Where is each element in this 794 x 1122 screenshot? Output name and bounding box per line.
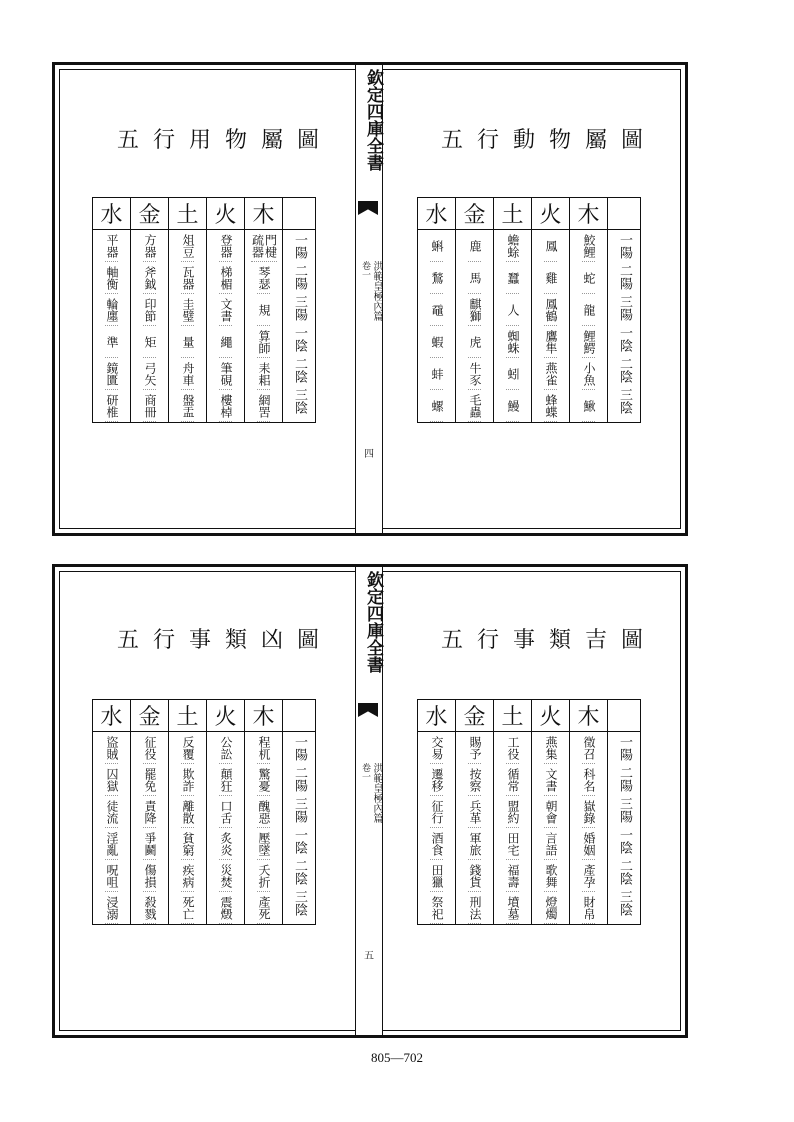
table-cell: 災焚: [219, 860, 232, 892]
left-page-title: 五行事類凶圖: [117, 628, 334, 653]
table-cell: 賜予: [468, 732, 481, 764]
yin-yang-column: [283, 230, 316, 423]
row-label: 二陽: [617, 263, 632, 290]
row-label: 一陰: [292, 325, 307, 352]
row-label: 二陰: [617, 858, 632, 885]
phase-column: [418, 732, 456, 925]
table-cell: 疾病: [181, 860, 194, 892]
label-header: [283, 198, 316, 230]
phase-column: [418, 230, 456, 423]
table-cell: 軸衡: [105, 262, 118, 294]
phase-column: [532, 230, 570, 423]
phase-column: [169, 732, 207, 925]
phase-column: [494, 732, 532, 925]
table-cell: 產死: [257, 892, 270, 924]
phase-header: 水: [93, 198, 131, 230]
spine-book-title: 欽定四庫全書: [363, 69, 383, 171]
phase-header: 火: [532, 198, 570, 230]
table-cell: 準: [105, 326, 118, 358]
table-cell: 矩: [143, 326, 156, 358]
table-cell: 顛狂: [219, 764, 232, 796]
yin-yang-column: [283, 732, 316, 925]
phase-header: 土: [494, 198, 532, 230]
table-cell: 浸溺: [105, 892, 118, 924]
table-cell: 壓墜: [257, 828, 270, 860]
table-cell: 按察: [468, 764, 481, 796]
spine-volume: 卷一: [360, 261, 370, 279]
table-cell: 鯉鰐: [582, 326, 595, 358]
table-cell: 蜘蛛: [506, 326, 519, 358]
phase-column: [169, 230, 207, 423]
table-cell: 圭璧: [181, 294, 194, 326]
spine-page-number: 四: [364, 449, 374, 460]
table-cell: 錢貨: [468, 860, 481, 892]
right-page-title: 五行事類吉圖: [441, 628, 658, 653]
table-cell: 鷹隼: [544, 326, 557, 358]
phase-column: [456, 230, 494, 423]
table-cell: 炙炎: [219, 828, 232, 860]
table-cell: 科名: [582, 764, 595, 796]
phase-header: 水: [93, 700, 131, 732]
row-label: 三陰: [617, 889, 632, 916]
phase-header: 土: [169, 198, 207, 230]
phase-header: 金: [131, 700, 169, 732]
table-cell: 鏡匱: [105, 358, 118, 390]
row-label: 三陽: [292, 294, 307, 321]
table-cell: 雞: [544, 262, 557, 294]
table-cell: 呪咀: [105, 860, 118, 892]
table-cell: 瓦器: [181, 262, 194, 294]
table-cell: 墳墓: [506, 892, 519, 924]
table-cell: 登器: [219, 230, 232, 262]
phase-header: 金: [131, 198, 169, 230]
five-phase-table: [92, 699, 316, 925]
table-cell: 蛇: [582, 262, 595, 294]
spine-chapter: 洪範皇極內篇: [371, 763, 382, 823]
table-cell: 鶖: [430, 262, 443, 294]
table-cell: 征役: [143, 732, 156, 764]
table-cell: 欺詐: [181, 764, 194, 796]
table-cell: 樓棹: [219, 390, 232, 422]
table-cell: 責降: [143, 796, 156, 828]
table-cell: 征行: [430, 796, 443, 828]
table-cell: 祭祀: [430, 892, 443, 924]
table-cell: 麒獅: [468, 294, 481, 326]
table-cell: 量: [181, 326, 194, 358]
right-page-title: 五行動物屬圖: [441, 128, 658, 153]
yin-yang-column: [608, 230, 641, 423]
spine-page-number: 五: [364, 951, 374, 962]
row-label: 三陰: [292, 387, 307, 414]
table-cell: 歌舞: [544, 860, 557, 892]
phase-header: 土: [169, 700, 207, 732]
phase-column: [245, 230, 283, 423]
spine-chapter: 洪範皇極內篇: [371, 261, 382, 321]
five-phase-table: [92, 197, 316, 423]
table-cell: 囚獄: [105, 764, 118, 796]
fish-tail-mark: [358, 201, 378, 215]
table-cell: 反覆: [181, 732, 194, 764]
table-cell: 殺戮: [143, 892, 156, 924]
table-cell: 罷免: [143, 764, 156, 796]
page-footer: 805—702: [371, 1050, 423, 1065]
table-cell: 程杌: [257, 732, 270, 764]
center-spine: [355, 65, 383, 533]
center-spine: [355, 567, 383, 1035]
phase-header: 金: [456, 700, 494, 732]
table-cell: 鹿: [468, 230, 481, 262]
label-header: [608, 700, 641, 732]
table-cell: 文書: [544, 764, 557, 796]
table-cell: 輪廛: [105, 294, 118, 326]
five-phase-table: [417, 699, 641, 925]
row-label: 一陰: [292, 827, 307, 854]
table-cell: 口舌: [219, 796, 232, 828]
phase-column: [207, 230, 245, 423]
table-cell: 離散: [181, 796, 194, 828]
phase-header: 木: [570, 198, 608, 230]
table-cell: 軍旅: [468, 828, 481, 860]
row-label: 一陽: [617, 734, 632, 761]
table-cell: 蚓: [506, 358, 519, 390]
table-cell: 蟾蜍: [506, 230, 519, 262]
table-cell: 公訟: [219, 732, 232, 764]
table-cell: 徒流: [105, 796, 118, 828]
table-cell: 龍: [582, 294, 595, 326]
table-cell: 繩: [219, 326, 232, 358]
table-cell: 人: [506, 294, 519, 326]
table-cell: 爭鬬: [143, 828, 156, 860]
table-cell: 耒耜: [257, 358, 270, 390]
table-cell: 方器: [143, 230, 156, 262]
label-header: [608, 198, 641, 230]
spine-book-title: 欽定四庫全書: [363, 571, 383, 673]
table-cell: 朝會: [544, 796, 557, 828]
table-cell: 震燬: [219, 892, 232, 924]
table-cell: 黿: [430, 294, 443, 326]
bottom-page-spread: [52, 564, 688, 1038]
table-cell: 印節: [143, 294, 156, 326]
phase-header: 木: [570, 700, 608, 732]
phase-column: [93, 230, 131, 423]
row-label: 三陽: [617, 294, 632, 321]
phase-header: 水: [418, 700, 456, 732]
phase-header: 火: [207, 700, 245, 732]
left-page-title: 五行用物屬圖: [117, 128, 334, 153]
phase-header: 火: [532, 700, 570, 732]
row-label: 二陰: [617, 356, 632, 383]
row-label: 三陰: [292, 889, 307, 916]
table-cell: 兵革: [468, 796, 481, 828]
table-cell: 舟車: [181, 358, 194, 390]
row-label: 二陽: [292, 765, 307, 792]
table-cell: 蠶: [506, 262, 519, 294]
phase-column: [570, 732, 608, 925]
phase-column: [207, 732, 245, 925]
table-cell: 商冊: [143, 390, 156, 422]
table-cell: 研椎: [105, 390, 118, 422]
table-cell: 門楗疏器: [251, 230, 277, 262]
table-cell: 循常: [506, 764, 519, 796]
table-cell: 鰍: [582, 390, 595, 422]
table-cell: 規: [257, 294, 270, 326]
table-cell: 交易: [430, 732, 443, 764]
row-label: 一陰: [617, 827, 632, 854]
table-cell: 婚姻: [582, 828, 595, 860]
five-phase-table: [417, 197, 641, 423]
table-cell: 鮫鯉: [582, 230, 595, 262]
phase-column: [570, 230, 608, 423]
row-label: 三陽: [617, 796, 632, 823]
table-cell: 鳳: [544, 230, 557, 262]
table-cell: 徵召: [582, 732, 595, 764]
table-cell: 田宅: [506, 828, 519, 860]
table-cell: 酒食: [430, 828, 443, 860]
table-cell: 平器: [105, 230, 118, 262]
fish-tail-mark: [358, 703, 378, 717]
table-cell: 鳳鶴: [544, 294, 557, 326]
table-cell: 俎豆: [181, 230, 194, 262]
table-cell: 燈燭: [544, 892, 557, 924]
table-cell: 弓矢: [143, 358, 156, 390]
row-label: 三陽: [292, 796, 307, 823]
table-cell: 蚌: [430, 358, 443, 390]
table-cell: 小魚: [582, 358, 595, 390]
phase-header: 木: [245, 198, 283, 230]
row-label: 一陽: [292, 734, 307, 761]
table-cell: 蝌: [430, 230, 443, 262]
phase-column: [131, 732, 169, 925]
label-header: [283, 700, 316, 732]
phase-column: [456, 732, 494, 925]
spine-volume: 卷一: [360, 763, 370, 781]
row-label: 二陽: [292, 263, 307, 290]
table-cell: 毛蟲: [468, 390, 481, 422]
row-label: 三陰: [617, 387, 632, 414]
table-cell: 筆硯: [219, 358, 232, 390]
phase-header: 火: [207, 198, 245, 230]
phase-header: 金: [456, 198, 494, 230]
table-cell: 產孕: [582, 860, 595, 892]
yin-yang-column: [608, 732, 641, 925]
table-cell: 貧窮: [181, 828, 194, 860]
table-cell: 死亡: [181, 892, 194, 924]
table-cell: 蜂蝶: [544, 390, 557, 422]
row-label: 二陰: [292, 356, 307, 383]
table-cell: 嶽錄: [582, 796, 595, 828]
phase-header: 木: [245, 700, 283, 732]
table-cell: 傷損: [143, 860, 156, 892]
top-page-spread: [52, 62, 688, 536]
table-cell: 福壽: [506, 860, 519, 892]
row-label: 二陽: [617, 765, 632, 792]
table-cell: 斧鉞: [143, 262, 156, 294]
table-cell: 盜賊: [105, 732, 118, 764]
table-cell: 螺: [430, 390, 443, 422]
row-label: 一陽: [617, 232, 632, 259]
table-cell: 琴瑟: [257, 262, 270, 294]
table-cell: 文書: [219, 294, 232, 326]
table-cell: 盟約: [506, 796, 519, 828]
table-cell: 牛豕: [468, 358, 481, 390]
phase-column: [494, 230, 532, 423]
row-label: 一陰: [617, 325, 632, 352]
row-label: 一陽: [292, 232, 307, 259]
table-cell: 梯楣: [219, 262, 232, 294]
phase-column: [532, 732, 570, 925]
table-cell: 財帛: [582, 892, 595, 924]
table-cell: 工役: [506, 732, 519, 764]
row-label: 二陰: [292, 858, 307, 885]
phase-column: [93, 732, 131, 925]
table-cell: 驚憂: [257, 764, 270, 796]
table-cell: 網罟: [257, 390, 270, 422]
phase-column: [131, 230, 169, 423]
phase-column: [245, 732, 283, 925]
table-cell: 醜惡: [257, 796, 270, 828]
table-cell: 馬: [468, 262, 481, 294]
table-cell: 虎: [468, 326, 481, 358]
phase-header: 水: [418, 198, 456, 230]
table-cell: 蝦: [430, 326, 443, 358]
table-cell: 淫亂: [105, 828, 118, 860]
table-cell: 鰻: [506, 390, 519, 422]
table-cell: 夭折: [257, 860, 270, 892]
table-cell: 算師: [257, 326, 270, 358]
table-cell: 刑法: [468, 892, 481, 924]
table-cell: 燕集: [544, 732, 557, 764]
table-cell: 燕雀: [544, 358, 557, 390]
table-cell: 言語: [544, 828, 557, 860]
table-cell: 田獵: [430, 860, 443, 892]
phase-header: 土: [494, 700, 532, 732]
table-cell: 盤盂: [181, 390, 194, 422]
table-cell: 遷移: [430, 764, 443, 796]
